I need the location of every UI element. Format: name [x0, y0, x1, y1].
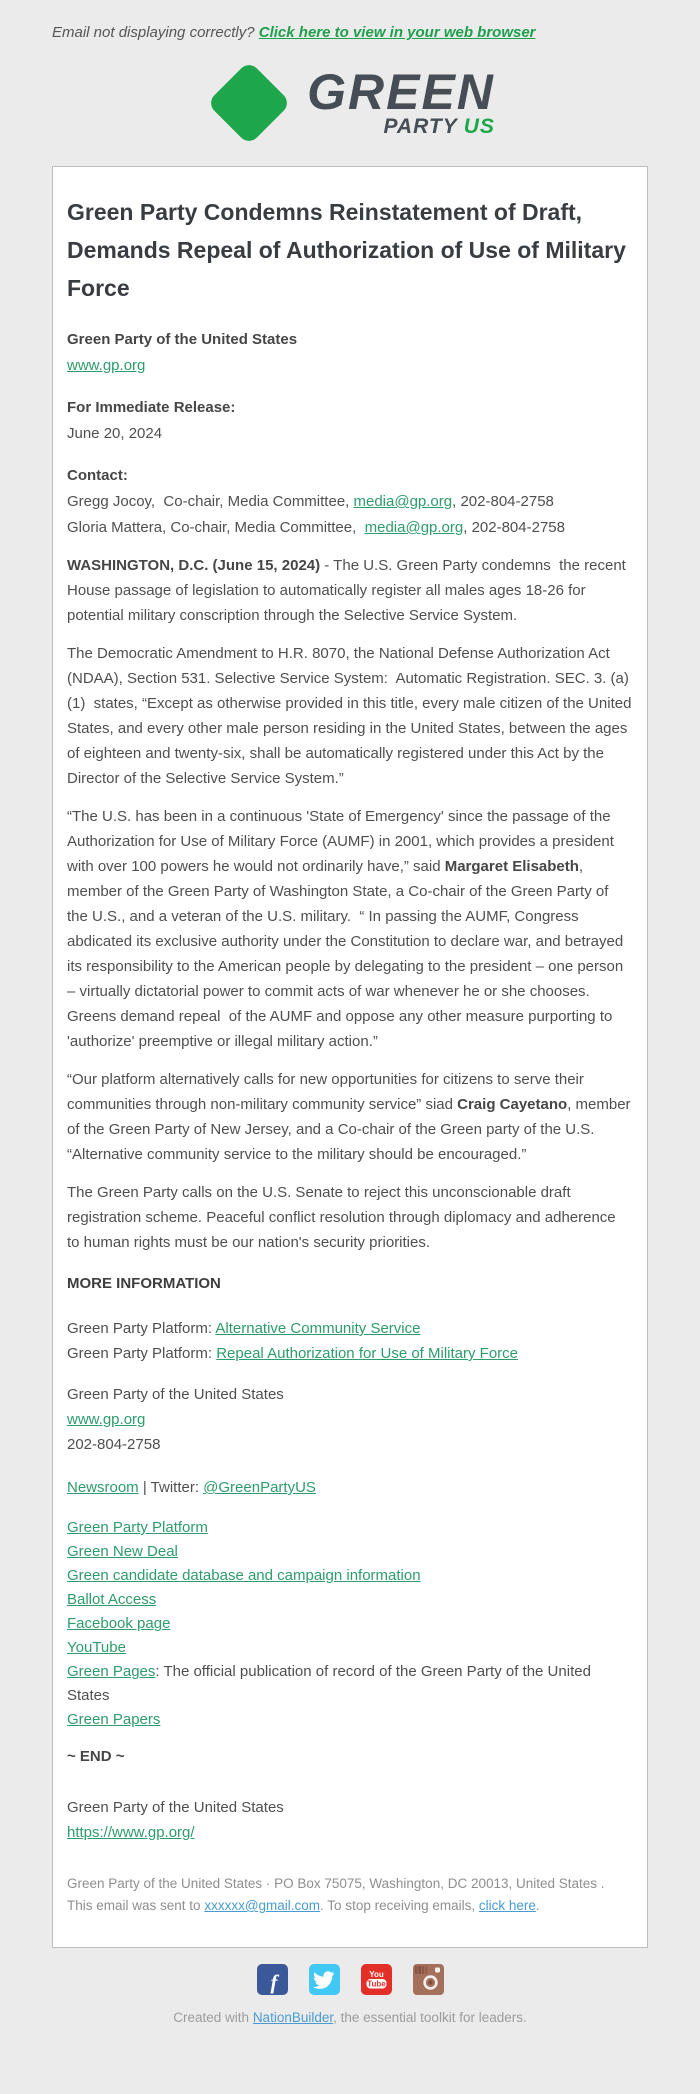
media-email-link[interactable]: media@gp.org [353, 493, 453, 510]
logo-wordmark [307, 63, 495, 138]
org-name: Green Party of the United States [67, 1386, 284, 1403]
org-contact-block [67, 1382, 632, 1457]
text-run: Created with [173, 2010, 253, 2025]
text-run: . To stop receiving emails, [320, 1898, 479, 1913]
facebook-icon-svg [257, 1964, 288, 1995]
text-run: , member of the Green Party of New Jersey, and a Co-chair of the Green party of the U.S. “Alternative community service to the military should be encouraged.” [67, 1096, 635, 1163]
text-run: “Our platform alternatively calls for new opportunities for citizens to serve their communities through non-military community service” siad [67, 1071, 589, 1113]
resource-link-line [67, 1708, 632, 1732]
gporg-link[interactable]: www.gp.org [67, 1411, 146, 1428]
facebook-page-link[interactable]: Facebook page [67, 1615, 171, 1632]
text-run: Green Party Platform: [67, 1320, 216, 1337]
release-label: For Immediate Release: [67, 399, 236, 416]
text-run: WASHINGTON, D.C. (June 15, 2024) [67, 557, 321, 574]
green-pages-link[interactable]: Green Pages [67, 1663, 156, 1680]
gporg-link[interactable]: www.gp.org [67, 357, 146, 374]
text-run: , 202-804-2758 [463, 519, 565, 536]
org-url-line [67, 1820, 632, 1845]
youtube-link[interactable]: YouTube [67, 1639, 126, 1656]
text-run: Margaret Elisabeth [444, 858, 579, 875]
release-date: June 20, 2024 [67, 425, 163, 442]
resource-links-list [67, 1516, 632, 1732]
nationbuilder-link[interactable]: NationBuilder [252, 2010, 334, 2025]
text-run: Gregg Jocoy, Co-chair, Media Committee, [67, 493, 354, 510]
org-phone: 202-804-2758 [67, 1436, 161, 1453]
youtube-icon[interactable] [361, 1964, 392, 1995]
text-run: Green Party of the United States · PO Box 75075, Washington, DC 20013, United States . This email was sent to [67, 1876, 609, 1913]
resource-link-line [67, 1588, 632, 1612]
newsroom-link[interactable]: Newsroom [67, 1479, 139, 1496]
paragraph-ndaa [67, 641, 636, 791]
text-run: , the essential toolkit for leaders. [333, 2010, 527, 2025]
green-papers-link[interactable]: Green Papers [67, 1711, 161, 1728]
diamond-shape [207, 61, 292, 146]
text-run: Green Party Platform: [67, 1345, 217, 1362]
paragraph-dateline [67, 553, 632, 628]
platform-link-line [67, 1316, 632, 1341]
resource-link-line [67, 1540, 632, 1564]
paragraph-aumf-quote [67, 804, 632, 1054]
fine-print [67, 1873, 632, 1917]
resource-link-line [67, 1612, 632, 1636]
candidate-database-link[interactable]: Green candidate database and campaign information [67, 1567, 421, 1584]
press-release-title: Green Party Condemns Reinstatement of Draft, Demands Repeal of Authorization of Use of Military Force [67, 199, 626, 301]
text-run: , member of the Green Party of Washington State, a Co-chair of the Green Party of the U.S., and a veteran of the U.S. military. “ In passing the AUMF, Congress abdicated its exclusive authority under the Constitution to declare war, and betrayed its responsibility to the American people by delegating to the president – one person – virtually dictatorial power to commit acts of war whenever he or she chooses. Greens demand repeal of the AUMF and oppose any other measure purporting to 'authorize' preemptive or illegal military action.” [67, 858, 628, 1050]
green-party-platform-link[interactable]: Green Party Platform [67, 1519, 208, 1536]
logo-word-party-us [383, 116, 494, 138]
contact-line [67, 515, 632, 541]
more-information-heading: MORE INFORMATION [67, 1275, 221, 1292]
org-name: Green Party of the United States [67, 331, 298, 348]
diamond-icon [205, 59, 293, 147]
paragraph-senate-call [67, 1180, 632, 1255]
resource-link-line [67, 1564, 632, 1588]
green-new-deal-link[interactable]: Green New Deal [67, 1543, 178, 1560]
text-run: . [535, 1898, 540, 1913]
org-name: Green Party of the United States [67, 1799, 284, 1816]
green-party-logo [0, 55, 700, 151]
release-block [67, 395, 632, 447]
logo-word-green: GREEN [307, 63, 495, 120]
logo-word-us: US [463, 114, 495, 138]
newsroom-twitter-line [67, 1475, 632, 1501]
media-email-link[interactable]: media@gp.org [364, 519, 464, 536]
facebook-icon[interactable] [257, 1964, 288, 1995]
end-marker: ~ END ~ [67, 1748, 125, 1765]
youtube-icon-svg [361, 1964, 392, 1995]
notice-text: Email not displaying correctly? [52, 24, 259, 41]
text-run: - The U.S. Green Party condemns the recent House passage of legislation to automatically register all males ages 18-26 for potential military conscription through the Selective Service System. [67, 557, 630, 624]
svg-text:Tube: Tube [366, 1979, 386, 1989]
paragraph-cayetano-quote [67, 1067, 635, 1167]
instagram-icon-svg [413, 1964, 444, 1995]
gporg-full-link[interactable]: https://www.gp.org/ [67, 1824, 195, 1841]
resource-link-line [67, 1660, 632, 1708]
text-run: Gloria Mattera, Co-chair, Media Committee, [67, 519, 365, 536]
contact-line [67, 489, 632, 515]
resource-link-line [67, 1516, 632, 1540]
contact-block [67, 463, 632, 541]
view-in-browser-notice [0, 0, 700, 41]
text-run: “The U.S. has been in a continuous 'State of Emergency' since the passage of the Authorization for Use of Military Force (AUMF) in 2001, which provides a president with over 100 powers he would not ordinarily have,” said [67, 808, 619, 875]
text-run: , 202-804-2758 [452, 493, 554, 510]
twitter-handle-link[interactable]: @GreenPartyUS [203, 1479, 316, 1496]
text-run: | Twitter: [138, 1479, 204, 1496]
svg-text:You: You [368, 1970, 384, 1979]
platform-links-block [67, 1316, 632, 1366]
repeal-aumf-link[interactable]: Repeal Authorization for Use of Military Force [216, 1345, 519, 1362]
social-icons-row [0, 1964, 700, 1995]
created-with-line [0, 2010, 700, 2025]
text-run: The Democratic Amendment to H.R. 8070, the National Defense Authorization Act (NDAA), Section 531. Selective Service System: Automatic Registration. SEC. 3. (a)(1) states, “Except as otherwise provided in this title, every male citizen of the United States, and every other male person residing in the United States, between the ages of eighteen and twenty-six, shall be automatically registered under this Act by the Director of the Selective Service System.” [67, 645, 636, 787]
org-url-line [67, 353, 632, 379]
closing-block [67, 1795, 632, 1845]
contact-label: Contact: [67, 467, 128, 484]
twitter-icon-svg [309, 1964, 340, 1995]
platform-link-line [67, 1341, 632, 1366]
text-run: Craig Cayetano [457, 1096, 568, 1113]
logo-word-party: PARTY [383, 114, 458, 138]
view-in-browser-link[interactable]: Click here to view in your web browser [258, 24, 536, 41]
org-url-line [67, 1407, 632, 1432]
alternative-community-service-link[interactable]: Alternative Community Service [215, 1320, 421, 1337]
email-body-card [52, 166, 648, 1948]
twitter-icon[interactable] [309, 1964, 340, 1995]
org-header-block [67, 327, 632, 379]
unsubscribe-link[interactable]: click here [478, 1898, 536, 1913]
instagram-icon[interactable] [413, 1964, 444, 1995]
recipient-email-link[interactable]: xxxxxx@gmail.com [204, 1898, 321, 1913]
resource-link-line [67, 1636, 632, 1660]
text-run: : The official publication of record of the Green Party of the United States [67, 1663, 596, 1704]
text-run: The Green Party calls on the U.S. Senate to reject this unconscionable draft registration scheme. Peaceful conflict resolution through diplomacy and adherence to human rights must be our nation's security priorities. [67, 1184, 620, 1251]
svg-text:f: f [270, 1970, 277, 1994]
ballot-access-link[interactable]: Ballot Access [67, 1591, 157, 1608]
